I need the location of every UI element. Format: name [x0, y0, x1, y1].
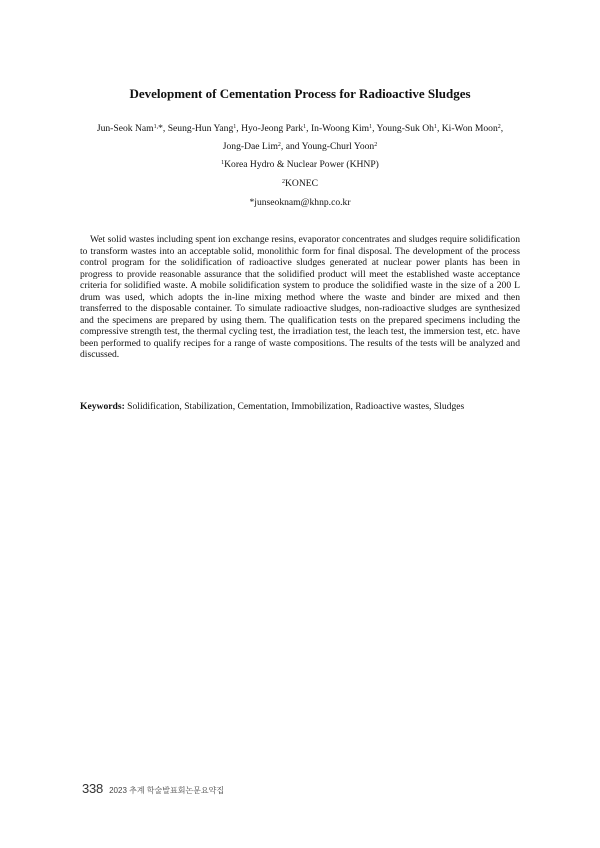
author-list-line-1: [40, 122, 560, 135]
affiliation-2: [40, 177, 560, 190]
keywords: [80, 401, 520, 413]
author-name: Young-Suk Oh: [376, 123, 434, 134]
author-separator: ,: [500, 123, 504, 134]
keywords-label: Keywords:: [80, 401, 125, 412]
affiliation-name: KONEC: [284, 178, 319, 189]
author-affiliation-mark: 1: [233, 124, 237, 130]
abstract-text: Wet solid wastes including spent ion exchange resins, evaporator concentrates and sludges require solidification to transform wastes into an acceptable solid, monolithic form for final disposal. The development of the process control program for the solidification of radioactive sludges generated at nuclear power plants has been in progress to provide reasonable assurance that the solidified product will meet the established waste acceptance criteria for solidified waste. A mobile solidification system to produce the solidified waste in the size of a 200 L drum was used, which adopts the in-line mixing method where the waste and binder are mixed and then transferred to the disposable container. To simulate radioactive sludges, non-radioactive sludges are synthesized and the specimens are prepared by using them. The qualification tests on the prepared specimens including the compressive strength test, the thermal cycling test, the irradiation test, the leach test, the immersion test, etc. have been performed to qualify recipes for a range of waste compositions. The results of the tests will be analyzed and discussed.: [80, 234, 520, 361]
author-name: In-Woong Kim: [310, 123, 370, 134]
author-separator: *,: [158, 123, 168, 134]
affiliation-name: Korea Hydro & Nuclear Power (KHNP): [224, 159, 379, 170]
proceedings-title: 2023 추계 학술발표회논문요약집: [109, 786, 225, 795]
author-affiliation-mark: 2: [277, 142, 281, 148]
corresponding-email: *junseoknam@khnp.co.kr: [249, 197, 351, 208]
affiliation-mark: 1: [221, 160, 225, 166]
author-affiliation-mark: 1: [303, 124, 307, 130]
author-separator: , and: [280, 141, 302, 152]
author-name: Ki-Won Moon: [441, 123, 498, 134]
author-affiliation-mark: 2: [374, 142, 378, 148]
paper-title: Development of Cementation Process for Radioactive Sludges: [129, 86, 471, 101]
author-name: Jun-Seok Nam: [96, 123, 154, 134]
author-separator: ,: [372, 123, 377, 134]
author-separator: ,: [236, 123, 242, 134]
author-list-line-2: [40, 140, 560, 153]
author-affiliation-mark: 1,: [153, 124, 159, 130]
author-separator: ,: [436, 123, 442, 134]
author-name: Young-Churl Yoon: [301, 141, 375, 152]
author-affiliation-mark: 1: [369, 124, 373, 130]
author-name: Seung-Hun Yang: [167, 123, 234, 134]
keywords-list: Solidification, Stabilization, Cementation, Immobilization, Radioactive wastes, Sludges: [127, 401, 465, 412]
author-affiliation-mark: 2: [497, 124, 501, 130]
page-footer: [82, 780, 224, 798]
affiliation-mark: 2: [281, 179, 285, 185]
affiliation-1: [40, 158, 560, 171]
author-name: Jong-Dae Lim: [222, 141, 278, 152]
author-name: Hyo-Jeong Park: [241, 123, 304, 134]
page-number: 338: [82, 781, 104, 796]
author-affiliation-mark: 1: [433, 124, 437, 130]
author-separator: ,: [306, 123, 311, 134]
